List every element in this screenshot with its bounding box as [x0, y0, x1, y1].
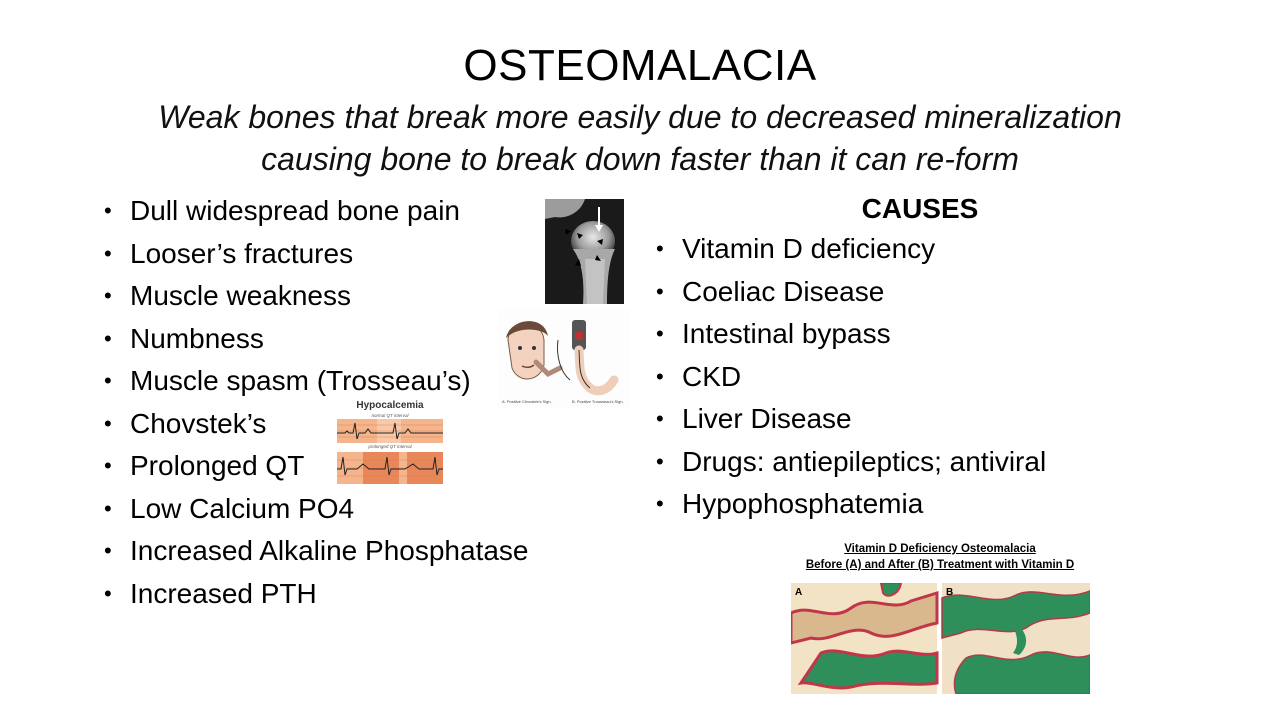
symptom-item: • Increased Alkaline Phosphatase [104, 530, 529, 573]
symptom-item: • Low Calcium PO4 [104, 488, 529, 531]
cause-item: • Intestinal bypass [656, 313, 1046, 356]
signs-graphic [498, 310, 630, 408]
symptoms-list [104, 190, 529, 615]
slide-subtitle [100, 96, 1180, 180]
histology-caption-line-1: Vitamin D Deficiency Osteomalacia [844, 543, 1036, 555]
hypocalcemia-ecg-image [333, 397, 447, 488]
xray-graphic [545, 199, 624, 304]
symptom-item: • Dull widespread bone pain [104, 190, 529, 233]
symptom-item: • Numbness [104, 318, 529, 361]
histology-caption-line-2: Before (A) and After (B) Treatment with Vitamin D [805, 559, 1075, 571]
chvostek-trousseau-image [498, 310, 630, 408]
cause-item: • Drugs: antiepileptics; antiviral [656, 441, 1046, 484]
cause-item: • Vitamin D deficiency [656, 228, 1046, 271]
subtitle-line-2: causing bone to break down faster than it can re-form [261, 141, 1019, 177]
sign-caption-a: A. Positive Chvostek's Sign [502, 399, 551, 404]
ecg-prolonged-label: prolonged QT interval [368, 444, 412, 449]
sign-caption-b: B. Positive Trousseau's Sign [572, 399, 623, 404]
panel-b-label: B [946, 587, 954, 598]
slide-title: OSTEOMALACIA [463, 41, 817, 90]
cause-item: • Hypophosphatemia [656, 483, 1046, 526]
panel-a-label: A [795, 587, 803, 598]
xray-image [545, 199, 624, 304]
histology-caption [780, 541, 1100, 573]
histology-image [791, 583, 1090, 694]
histology-graphic [791, 583, 1090, 694]
symptom-item: • Looser’s fractures [104, 233, 529, 276]
ecg-normal-label: normal QT interval [371, 413, 409, 418]
cause-item: • CKD [656, 356, 1046, 399]
causes-list [656, 228, 1046, 526]
symptom-item: • Chovstek’s [104, 403, 529, 446]
ecg-title: Hypocalcemia [356, 400, 424, 411]
symptom-item: • Muscle spasm (Trosseau’s) [104, 360, 529, 403]
subtitle-line-1: Weak bones that break more easily due to decreased mineralization [158, 99, 1122, 135]
cause-item: • Liver Disease [656, 398, 1046, 441]
symptom-item: • Increased PTH [104, 573, 529, 616]
causes-heading: CAUSES [861, 193, 979, 224]
symptom-item: • Muscle weakness [104, 275, 529, 318]
ecg-graphic [333, 397, 447, 488]
symptom-item: • Prolonged QT [104, 445, 529, 488]
cause-item: • Coeliac Disease [656, 271, 1046, 314]
